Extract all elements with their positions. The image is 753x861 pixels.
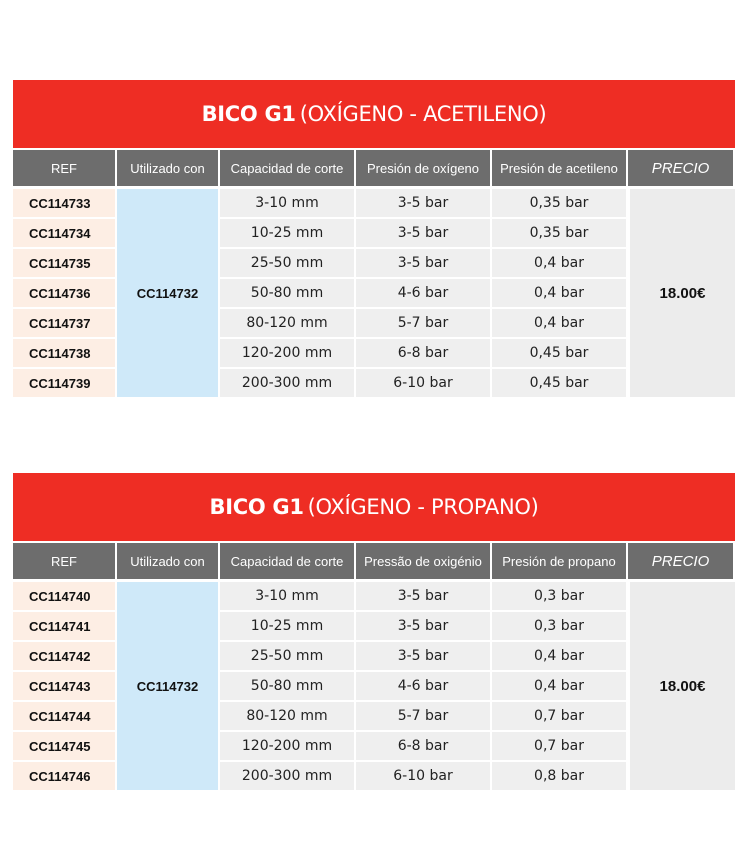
- oxygen-pressure-cell: 3-5 bar: [356, 249, 490, 277]
- header-used-with: Utilizado con: [117, 150, 218, 186]
- table-row: [220, 219, 626, 247]
- oxygen-pressure-cell: 6-8 bar: [356, 339, 490, 367]
- table-body: [13, 189, 735, 399]
- ref-cell: CC114733: [13, 189, 115, 217]
- oxygen-pressure-cell: 3-5 bar: [356, 582, 490, 610]
- oxygen-pressure-cell: 3-5 bar: [356, 219, 490, 247]
- header-ref: REF: [13, 150, 115, 186]
- gas-pressure-cell: 0,3 bar: [492, 582, 626, 610]
- table-row: [220, 339, 626, 367]
- header-gas-pressure: Presión de acetileno: [492, 150, 626, 186]
- gas-pressure-cell: 0,3 bar: [492, 612, 626, 640]
- capacity-cell: 200-300 mm: [220, 762, 354, 790]
- price-cell: 18.00€: [630, 189, 735, 397]
- gas-pressure-cell: 0,8 bar: [492, 762, 626, 790]
- header-capacity: Capacidad de corte: [220, 150, 354, 186]
- gas-pressure-cell: 0,7 bar: [492, 732, 626, 760]
- ref-cell: CC114743: [13, 672, 115, 700]
- oxygen-pressure-cell: 5-7 bar: [356, 702, 490, 730]
- header-oxygen-pressure: Presión de oxígeno: [356, 150, 490, 186]
- table-title-bar: [13, 80, 735, 148]
- gas-pressure-cell: 0,35 bar: [492, 189, 626, 217]
- table-row: [220, 249, 626, 277]
- table-row: [220, 369, 626, 397]
- oxygen-pressure-cell: 4-6 bar: [356, 279, 490, 307]
- ref-cell: CC114735: [13, 249, 115, 277]
- oxygen-pressure-cell: 6-10 bar: [356, 762, 490, 790]
- ref-cell: CC114734: [13, 219, 115, 247]
- ref-cell: CC114746: [13, 762, 115, 790]
- price-cell: 18.00€: [630, 582, 735, 790]
- oxygen-pressure-cell: 3-5 bar: [356, 612, 490, 640]
- table-title-bold: BICO G1: [209, 495, 304, 519]
- used-with-cell: CC114732: [117, 189, 218, 397]
- header-price: PRECIO: [628, 150, 733, 186]
- oxygen-pressure-cell: 6-8 bar: [356, 732, 490, 760]
- capacity-cell: 50-80 mm: [220, 672, 354, 700]
- ref-cell: CC114737: [13, 309, 115, 337]
- ref-cell: CC114740: [13, 582, 115, 610]
- capacity-cell: 80-120 mm: [220, 702, 354, 730]
- header-price: PRECIO: [628, 543, 733, 579]
- ref-cell: CC114738: [13, 339, 115, 367]
- table-row: [220, 582, 626, 610]
- oxygen-pressure-cell: 5-7 bar: [356, 309, 490, 337]
- gas-pressure-cell: 0,4 bar: [492, 642, 626, 670]
- capacity-cell: 120-200 mm: [220, 732, 354, 760]
- ref-column: [13, 582, 115, 792]
- ref-cell: CC114736: [13, 279, 115, 307]
- table-body: [13, 582, 735, 792]
- capacity-cell: 80-120 mm: [220, 309, 354, 337]
- ref-cell: CC114739: [13, 369, 115, 397]
- capacity-cell: 10-25 mm: [220, 612, 354, 640]
- oxygen-pressure-cell: 3-5 bar: [356, 642, 490, 670]
- table-row: [220, 612, 626, 640]
- table-row: [220, 732, 626, 760]
- oxygen-pressure-cell: 3-5 bar: [356, 189, 490, 217]
- oxygen-pressure-cell: 6-10 bar: [356, 369, 490, 397]
- data-rows: [220, 189, 626, 399]
- gas-pressure-cell: 0,4 bar: [492, 279, 626, 307]
- table-title-rest: (OXÍGENO - PROPANO): [307, 495, 539, 519]
- table-row: [220, 702, 626, 730]
- gas-pressure-cell: 0,4 bar: [492, 309, 626, 337]
- ref-cell: CC114742: [13, 642, 115, 670]
- table-row: [220, 189, 626, 217]
- ref-cell: CC114745: [13, 732, 115, 760]
- data-rows: [220, 582, 626, 792]
- product-table-propano: [13, 473, 735, 792]
- gas-pressure-cell: 0,45 bar: [492, 339, 626, 367]
- header-ref: REF: [13, 543, 115, 579]
- table-row: [220, 672, 626, 700]
- capacity-cell: 200-300 mm: [220, 369, 354, 397]
- capacity-cell: 120-200 mm: [220, 339, 354, 367]
- capacity-cell: 3-10 mm: [220, 582, 354, 610]
- oxygen-pressure-cell: 4-6 bar: [356, 672, 490, 700]
- table-row: [220, 762, 626, 790]
- table-row: [220, 309, 626, 337]
- table-title-rest: (OXÍGENO - ACETILENO): [299, 102, 547, 126]
- ref-cell: CC114744: [13, 702, 115, 730]
- gas-pressure-cell: 0,7 bar: [492, 702, 626, 730]
- table-row: [220, 642, 626, 670]
- table-title-bar: [13, 473, 735, 541]
- capacity-cell: 10-25 mm: [220, 219, 354, 247]
- capacity-cell: 50-80 mm: [220, 279, 354, 307]
- header-capacity: Capacidad de corte: [220, 543, 354, 579]
- header-row: [13, 543, 735, 579]
- gas-pressure-cell: 0,4 bar: [492, 249, 626, 277]
- header-row: [13, 150, 735, 186]
- table-title-bold: BICO G1: [201, 102, 296, 126]
- ref-column: [13, 189, 115, 399]
- header-oxygen-pressure: Pressão de oxigénio: [356, 543, 490, 579]
- table-row: [220, 279, 626, 307]
- ref-cell: CC114741: [13, 612, 115, 640]
- capacity-cell: 3-10 mm: [220, 189, 354, 217]
- capacity-cell: 25-50 mm: [220, 249, 354, 277]
- gas-pressure-cell: 0,45 bar: [492, 369, 626, 397]
- used-with-cell: CC114732: [117, 582, 218, 790]
- capacity-cell: 25-50 mm: [220, 642, 354, 670]
- header-gas-pressure: Presión de propano: [492, 543, 626, 579]
- product-table-acetileno: [13, 80, 735, 399]
- gas-pressure-cell: 0,35 bar: [492, 219, 626, 247]
- gas-pressure-cell: 0,4 bar: [492, 672, 626, 700]
- header-used-with: Utilizado con: [117, 543, 218, 579]
